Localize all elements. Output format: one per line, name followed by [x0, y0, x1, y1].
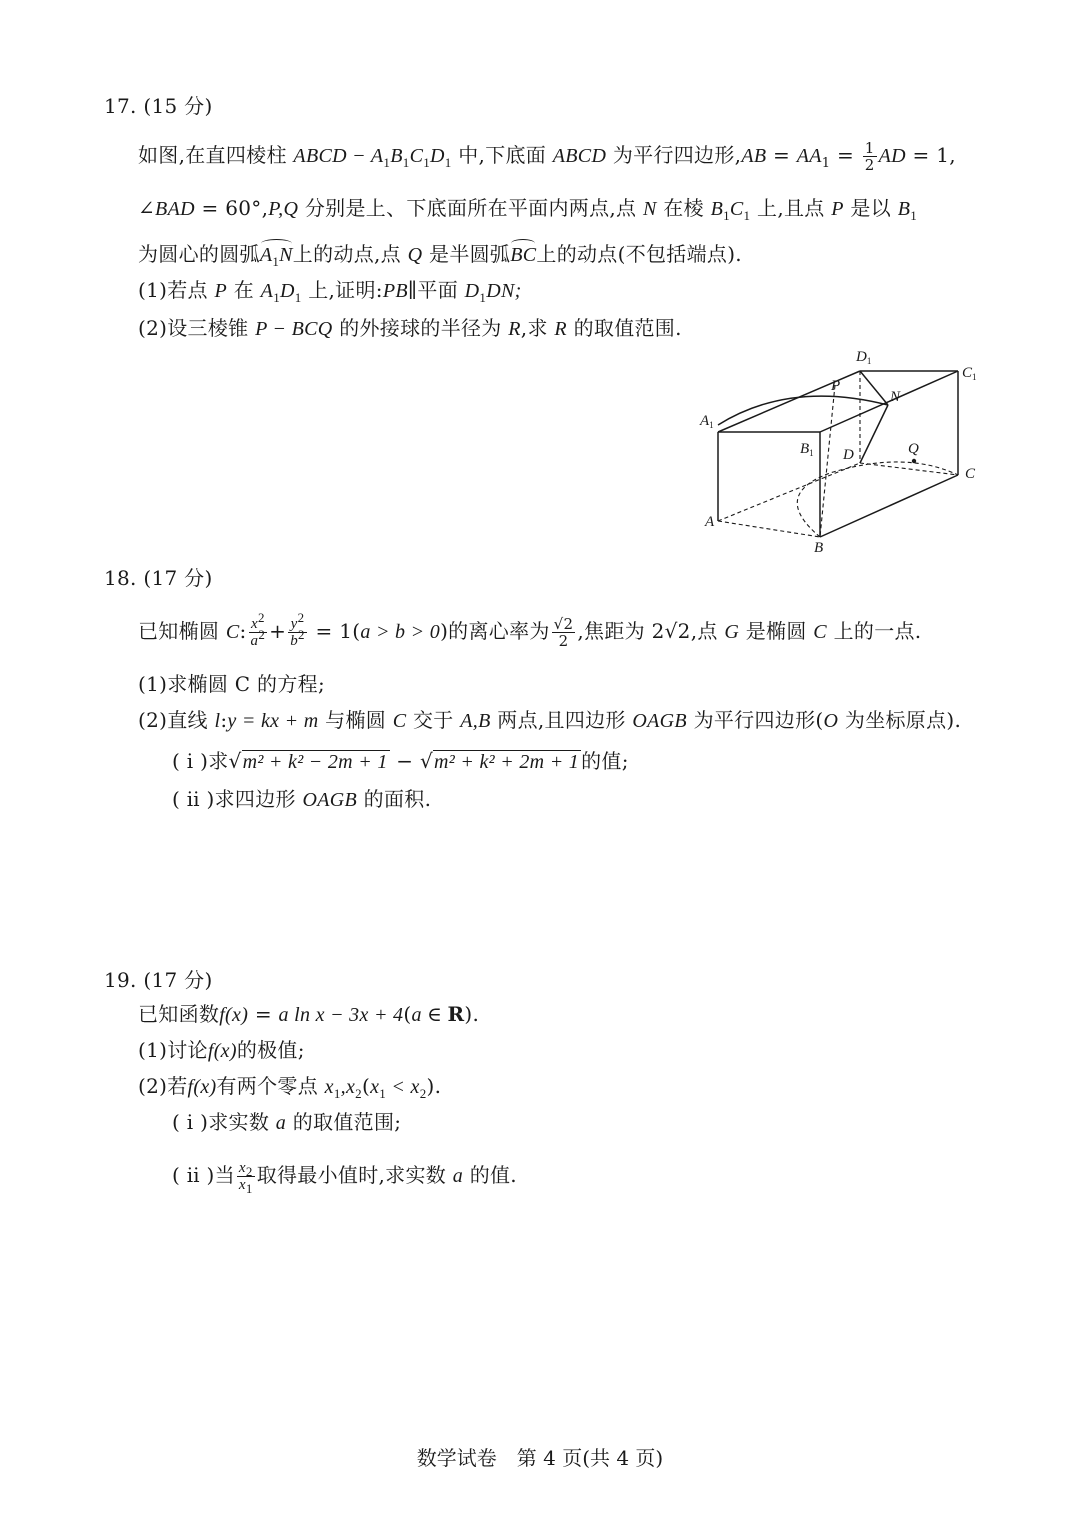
fraction-x2-over-x1: $\frac{x_2}{x_1}$ [238, 1160, 253, 1196]
radical-1: m² + k² − 2m + 1 [242, 751, 388, 773]
label-a: A [705, 514, 715, 530]
q19-part2: (2)若f(x)有两个零点 $x_1,x_2(x_1 < x_2)$. [138, 1074, 442, 1101]
fraction-x2-a2: $\frac{x^2}{a^2}$ [250, 610, 266, 649]
point-q [912, 459, 916, 463]
segment-dn [860, 405, 888, 463]
q19-sub2: ( ⅱ )当 $\frac{x_2}{x_1}$ 取得最小值时,求实数 a 的值. [172, 1160, 517, 1196]
label-c: C [965, 466, 976, 482]
arc-bc: BC [510, 241, 536, 269]
radical-2: m² + k² + 2m + 1 [434, 751, 580, 773]
fraction-half: $\frac{1}{2}$ [864, 139, 875, 174]
q19-part1: (1)讨论f(x)的极值; [138, 1038, 305, 1062]
q18-stem: 已知椭圆 C: $\frac{x^2}{a^2}$ + $\frac{y^2}{b^2}$ = 1(a > b > 0)的离心率为 $\frac{√2}{2}$ ,焦距为 2√2,点 G 是椭圆 C 上的一点. [138, 610, 922, 650]
page-footer: 数学试卷 第 4 页(共 4 页) [416, 1446, 664, 1470]
fraction-y2-b2: $\frac{y^2}{b^2}$ [290, 610, 305, 649]
label-q: Q [908, 441, 919, 457]
q17-stem-line1: 如图,在直四棱柱 ABCD − $A_1B_1C_1D_1$ 中,下底面 ABCD 为平行四边形$,AB = AA_1$ = $\frac{1}{2}$ AD = 1, [138, 139, 956, 174]
q17-part2: (2)设三棱锥 P − BCQ 的外接球的半径为 R,求 R 的取值范围. [138, 316, 682, 340]
edge-bc [820, 475, 958, 537]
q17-stem-line3: 为圆心的圆弧$A_1N$上的动点,点 Q 是半圆弧BC上的动点(不包括端点). [138, 242, 742, 269]
q18-sub1: ( ⅰ )求√m² + k² − 2m + 1 − √m² + k² + 2m + 1 的值; [172, 749, 629, 773]
q17-header: 17. (15 分) [104, 94, 213, 118]
label-d: D [843, 447, 854, 463]
edge-ab [718, 521, 820, 537]
q18-header: 18. (17 分) [104, 566, 213, 590]
q18-sub2: ( ⅱ )求四边形 OAGB 的面积. [172, 787, 432, 811]
label-b: B [814, 540, 824, 556]
label-n: N [890, 389, 901, 405]
label-d1: $D_1$ [856, 349, 872, 366]
q17-part1: (1)若点 P 在 $A_1D_1$ 上,证明:PB∥平面 $D_1DN$; [138, 278, 522, 305]
q17-stem-line2: ∠BAD = 60°,P,Q 分别是上、下底面所在平面内两点,点 N 在棱 $B_1C_1$ 上,且点 P 是以 $B_1$ [138, 196, 918, 223]
label-c1: $C_1$ [962, 365, 977, 382]
segment-pb [820, 385, 835, 537]
q19-header: 19. (17 分) [104, 968, 213, 992]
q18-part1: (1)求椭圆 C 的方程; [138, 672, 325, 696]
edge-b1c1 [820, 371, 958, 432]
label-p: P [831, 378, 841, 394]
edge-ad [718, 463, 860, 521]
q19-sub1: ( ⅰ )求实数 a 的取值范围; [172, 1110, 402, 1134]
label-b1: $B_1$ [800, 441, 814, 458]
label-a1: $A_1$ [700, 413, 714, 430]
fraction-eccentricity: $\frac{√2}{2}$ [553, 615, 574, 650]
q19-stem: 已知函数f(x) = a ln x − 3x + 4(a ∈ R). [138, 1002, 480, 1026]
prism-diagram [690, 345, 990, 560]
q18-part2: (2)直线 l:y = kx + m 与椭圆 C 交于 A,B 两点,且四边形 OAGB 为平行四边形(O 为坐标原点). [138, 708, 962, 732]
prism-figure [690, 345, 990, 560]
arc-a1n: $A_1N$ [260, 241, 293, 269]
